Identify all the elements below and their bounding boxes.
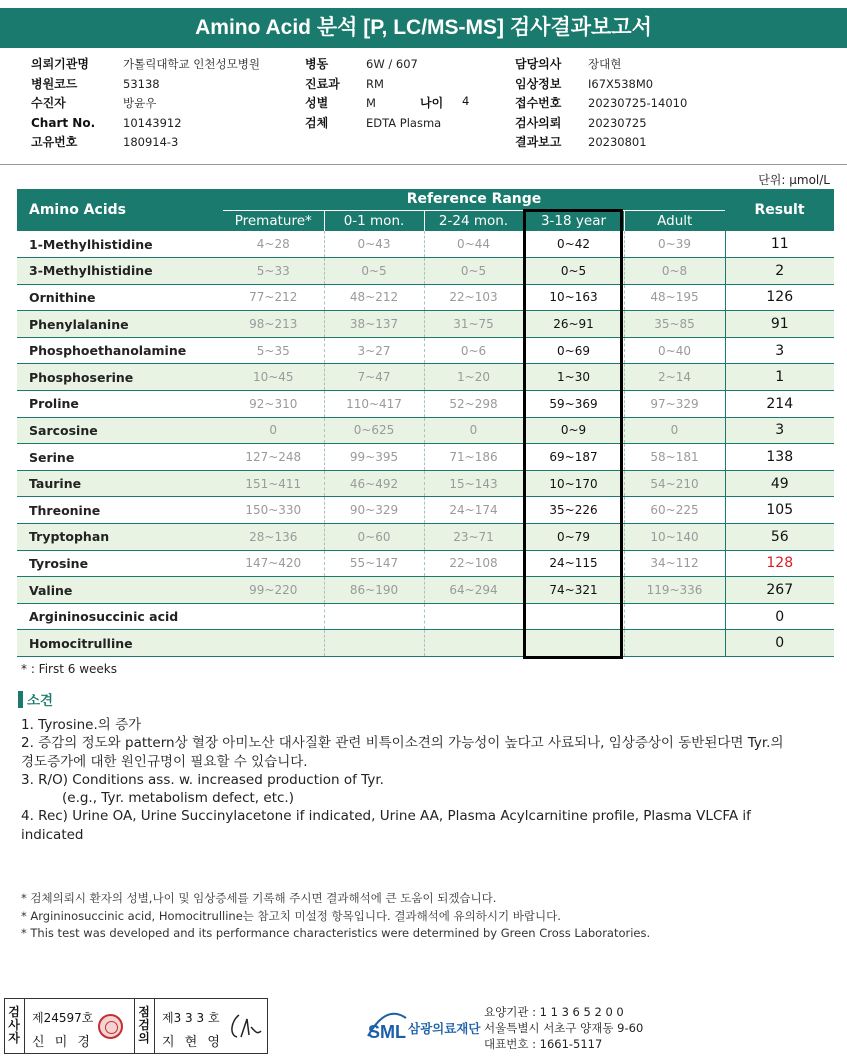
amino-acid-name: Serine [17, 444, 223, 471]
table-row [17, 231, 834, 258]
amino-acid-name: Proline [17, 391, 223, 418]
reference-range-cell: 98~213 [223, 311, 324, 338]
reference-range-cell [424, 630, 523, 657]
reference-range-cell: 0~5 [324, 258, 424, 285]
unit-label: 단위: μmol/L [758, 173, 830, 187]
table-body [17, 231, 834, 657]
reference-range-cell: 119~336 [624, 577, 725, 604]
info-label: Chart No. [31, 115, 96, 130]
finding-item: 4. Rec) Urine OA, Urine Succinylacetone if indicated, Urine AA, Plasma Acylcarnitine profile, Plasma VLCFA if indicated [21, 808, 751, 843]
table-row [17, 311, 834, 338]
reference-range-cell: 92~310 [223, 391, 324, 418]
reference-range-cell: 90~329 [324, 497, 424, 524]
reference-range-cell: 0~69 [523, 337, 624, 364]
info-label: 성별 [305, 96, 329, 110]
lab-name: 삼광의료재단 [408, 1021, 481, 1036]
reference-range-cell [223, 630, 324, 657]
reference-range-cell: 2~14 [624, 364, 725, 391]
header-adult: Adult [624, 210, 725, 231]
reference-range-cell: 97~329 [624, 391, 725, 418]
reference-range-cell [324, 630, 424, 657]
reference-range-cell: 0 [424, 417, 523, 444]
reference-range-cell: 0~8 [624, 258, 725, 285]
header-result: Result [725, 189, 834, 231]
note-item: * This test was developed and its performance characteristics were determined by Green Cross Laboratories. [21, 926, 651, 940]
result-cell: 0 [725, 630, 834, 657]
amino-acid-name: Homocitrulline [17, 630, 223, 657]
reference-range-cell: 77~212 [223, 284, 324, 311]
reference-range-cell: 1~30 [523, 364, 624, 391]
result-cell: 2 [725, 258, 834, 285]
info-label: 임상정보 [515, 76, 562, 91]
info-value: 180914-3 [123, 135, 179, 149]
table-row [17, 444, 834, 471]
reference-range-cell: 0~43 [324, 231, 424, 258]
reference-range-cell: 35~85 [624, 311, 725, 338]
reference-range-cell: 5~35 [223, 337, 324, 364]
result-cell: 214 [725, 391, 834, 418]
finding-item: 3. R/O) Conditions ass. w. increased production of Tyr. [21, 771, 384, 788]
reference-range-cell: 0~40 [624, 337, 725, 364]
info-row [515, 94, 687, 114]
info-value: EDTA Plasma [366, 115, 442, 130]
reference-range-cell: 3~27 [324, 337, 424, 364]
footnote: * : First 6 weeks [21, 662, 117, 676]
amino-acid-name: Phosphoserine [17, 364, 223, 391]
lab-info-line: 요양기관 : 1 1 3 6 5 2 0 0 [484, 1005, 624, 1019]
result-cell: 138 [725, 444, 834, 471]
reference-range-cell: 10~163 [523, 284, 624, 311]
header-premature: Premature* [223, 210, 324, 231]
info-label: 병동 [305, 57, 329, 71]
reference-range-cell: 0~60 [324, 524, 424, 551]
reference-range-cell: 0~5 [424, 258, 523, 285]
table-row [17, 364, 834, 391]
reviewer-label: 점 검 의 [138, 1005, 150, 1045]
reference-range-cell: 74~321 [523, 577, 624, 604]
table-row [17, 577, 834, 604]
reference-range-cell: 0 [624, 417, 725, 444]
result-cell: 105 [725, 497, 834, 524]
info-label: 담당의사 [515, 57, 562, 71]
info-row [31, 94, 260, 114]
reference-range-cell: 52~298 [424, 391, 523, 418]
amino-acid-name: Tyrosine [17, 550, 223, 577]
note-item: * 검체의뢰시 환자의 성별,나이 및 임상증세를 기록해 주시면 결과해석에 큰 도움이 되겠습니다. [21, 891, 497, 905]
header-divider [0, 164, 847, 165]
result-cell: 267 [725, 577, 834, 604]
info-label: 검체 [305, 115, 329, 130]
reference-range-cell: 55~147 [324, 550, 424, 577]
reference-range-cell: 10~140 [624, 524, 725, 551]
table-row [17, 630, 834, 657]
reviewer-name: 지 현 영 [162, 1035, 223, 1050]
svg-text:SML: SML [368, 1022, 406, 1042]
signature-mark-icon [227, 1011, 263, 1043]
result-cell: 3 [725, 417, 834, 444]
finding-item: (e.g., Tyr. metabolism defect, etc.) [62, 790, 294, 807]
amino-acid-name: Phenylalanine [17, 311, 223, 338]
info-value: 6W / 607 [366, 57, 418, 71]
reference-range-cell: 10~45 [223, 364, 324, 391]
header-reference-range: Reference Range [223, 189, 725, 210]
info-value: M [366, 96, 376, 110]
reference-range-cell: 0~9 [523, 417, 624, 444]
info-row [515, 114, 687, 134]
reference-range-cell: 0 [223, 417, 324, 444]
info-label: 수진자 [31, 96, 66, 110]
reference-range-cell: 0~79 [523, 524, 624, 551]
reference-range-cell: 0~42 [523, 231, 624, 258]
reference-range-cell: 64~294 [424, 577, 523, 604]
table-row [17, 470, 834, 497]
table-row [17, 497, 834, 524]
table-row [17, 337, 834, 364]
reference-range-cell: 0~5 [523, 258, 624, 285]
reference-range-cell: 46~492 [324, 470, 424, 497]
reference-range-cell: 0~39 [624, 231, 725, 258]
reference-range-cell: 99~220 [223, 577, 324, 604]
result-cell: 1 [725, 364, 834, 391]
reference-range-cell: 150~330 [223, 497, 324, 524]
reference-range-cell: 35~226 [523, 497, 624, 524]
section-title: 소견 [27, 693, 54, 709]
amino-acid-name: 1-Methylhistidine [17, 231, 223, 258]
tester-name: 신 미 경 [32, 1035, 93, 1050]
reference-range-cell: 1~20 [424, 364, 523, 391]
info-row [515, 133, 687, 153]
result-cell: 126 [725, 284, 834, 311]
reference-range-cell: 15~143 [424, 470, 523, 497]
table-row [17, 258, 834, 285]
lab-info-line: 대표번호 : 1661-5117 [484, 1037, 603, 1051]
divider [154, 999, 155, 1053]
info-row [31, 75, 260, 95]
info-value: I67X538M0 [588, 76, 654, 91]
reference-range-cell: 22~103 [424, 284, 523, 311]
official-seal-icon [98, 1014, 123, 1039]
table-row [17, 603, 834, 630]
reference-range-cell [223, 603, 324, 630]
amino-acid-name: Argininosuccinic acid [17, 603, 223, 630]
result-cell: 11 [725, 231, 834, 258]
tester-number: 제24597호 [32, 1011, 94, 1025]
amino-acid-name: 3-Methylhistidine [17, 258, 223, 285]
table-row [17, 524, 834, 551]
info-label: 결과보고 [515, 135, 562, 149]
info-row [515, 75, 687, 95]
reference-range-cell [523, 603, 624, 630]
info-value: 장대현 [588, 57, 622, 71]
table-row [17, 550, 834, 577]
reference-range-cell: 4~28 [223, 231, 324, 258]
reference-range-cell: 151~411 [223, 470, 324, 497]
reference-range-cell: 86~190 [324, 577, 424, 604]
age-label: 나이 [420, 96, 444, 110]
reference-range-cell [624, 603, 725, 630]
result-cell: 49 [725, 470, 834, 497]
header-amino-acids: Amino Acids [17, 189, 223, 231]
table-row [17, 417, 834, 444]
notes [21, 890, 650, 943]
lab-info-line: 서울특별시 서초구 양재동 9-60 [484, 1021, 644, 1035]
info-value: 10143912 [123, 115, 182, 130]
amino-acid-name: Valine [17, 577, 223, 604]
info-row [305, 55, 441, 75]
amino-acid-name: Phosphoethanolamine [17, 337, 223, 364]
reference-range-cell: 54~210 [624, 470, 725, 497]
reference-range-cell: 7~47 [324, 364, 424, 391]
result-cell: 91 [725, 311, 834, 338]
amino-acid-table [17, 189, 834, 657]
section-heading [18, 689, 53, 709]
note-item: * Argininosuccinic acid, Homocitrulline는 참고치 미설정 항목입니다. 결과해석에 유의하시기 바랍니다. [21, 908, 561, 923]
amino-acid-name: Threonine [17, 497, 223, 524]
reference-range-cell: 28~136 [223, 524, 324, 551]
info-label: 병원코드 [31, 76, 78, 91]
info-label: 고유번호 [31, 135, 78, 149]
reference-range-cell: 48~212 [324, 284, 424, 311]
reference-range-cell: 127~248 [223, 444, 324, 471]
info-row [515, 55, 687, 75]
reference-range-cell: 31~75 [424, 311, 523, 338]
info-value: 53138 [123, 76, 160, 91]
reference-range-cell: 0~44 [424, 231, 523, 258]
reference-range-cell: 71~186 [424, 444, 523, 471]
age-value: 4 [462, 94, 470, 108]
reference-range-cell: 26~91 [523, 311, 624, 338]
reference-range-cell [424, 603, 523, 630]
reference-range-cell: 22~108 [424, 550, 523, 577]
result-cell: 3 [725, 337, 834, 364]
lab-info [484, 1004, 643, 1052]
reference-range-cell: 147~420 [223, 550, 324, 577]
info-value: 방윤우 [123, 96, 157, 110]
info-value: 20230725-14010 [588, 96, 688, 110]
header-2-24-mon: 2-24 mon. [424, 210, 523, 231]
reference-range-cell: 59~369 [523, 391, 624, 418]
info-label: 진료과 [305, 76, 340, 91]
reference-range-cell: 0~6 [424, 337, 523, 364]
reviewer-number: 제3 3 3 호 [162, 1011, 220, 1025]
result-cell: 56 [725, 524, 834, 551]
reference-range-cell: 34~112 [624, 550, 725, 577]
reference-range-cell: 60~225 [624, 497, 725, 524]
header-3-18-year: 3-18 year [523, 210, 624, 231]
reference-range-cell: 24~174 [424, 497, 523, 524]
info-value: RM [366, 76, 384, 91]
info-value: 20230725 [588, 115, 647, 130]
info-row [305, 75, 441, 95]
table-row [17, 391, 834, 418]
finding-item: 2. 증감의 정도와 pattern상 혈장 아미노산 대사질환 관련 비특이소견의 가능성이 높다고 사료되나, 임상증상이 동반된다면 Tyr.의 경도증가에 대한 원인규명이 필요할 수 있습니다. [21, 735, 784, 770]
reference-range-cell [324, 603, 424, 630]
info-label: 의뢰기관명 [31, 57, 89, 71]
info-value: 20230801 [588, 135, 647, 149]
signature-box [4, 998, 268, 1054]
reference-range-cell: 69~187 [523, 444, 624, 471]
patient-info-col3 [515, 55, 687, 153]
reference-range-cell: 38~137 [324, 311, 424, 338]
result-cell: 0 [725, 603, 834, 630]
patient-info-col1 [31, 55, 260, 153]
finding-item: 1. Tyrosine.의 증가 [21, 717, 142, 733]
tester-label: 검 사 자 [8, 1005, 20, 1045]
reference-range-cell: 48~195 [624, 284, 725, 311]
reference-range-cell: 58~181 [624, 444, 725, 471]
info-label: 검사의뢰 [515, 115, 562, 130]
reference-range-cell: 110~417 [324, 391, 424, 418]
section-bar-icon [18, 691, 23, 708]
reference-range-cell [624, 630, 725, 657]
info-row [31, 133, 260, 153]
amino-acid-name: Tryptophan [17, 524, 223, 551]
info-row [305, 114, 441, 134]
info-label: 접수번호 [515, 96, 562, 110]
divider [24, 999, 25, 1053]
reference-range-cell: 23~71 [424, 524, 523, 551]
info-value: 가톨릭대학교 인천성모병원 [123, 57, 260, 71]
findings [21, 716, 791, 844]
header-0-1-mon: 0-1 mon. [324, 210, 424, 231]
table-row [17, 284, 834, 311]
reference-range-cell: 0~625 [324, 417, 424, 444]
amino-acid-name: Taurine [17, 470, 223, 497]
reference-range-cell: 5~33 [223, 258, 324, 285]
result-cell: 128 [725, 550, 834, 577]
reference-range-cell [523, 630, 624, 657]
amino-acid-name: Sarcosine [17, 417, 223, 444]
reference-range-cell: 24~115 [523, 550, 624, 577]
info-row [31, 55, 260, 75]
reference-range-cell: 10~170 [523, 470, 624, 497]
report-title: Amino Acid 분석 [P, LC/MS-MS] 검사결과보고서 [0, 8, 847, 48]
reference-range-cell: 99~395 [324, 444, 424, 471]
amino-acid-name: Ornithine [17, 284, 223, 311]
info-row [31, 114, 260, 134]
